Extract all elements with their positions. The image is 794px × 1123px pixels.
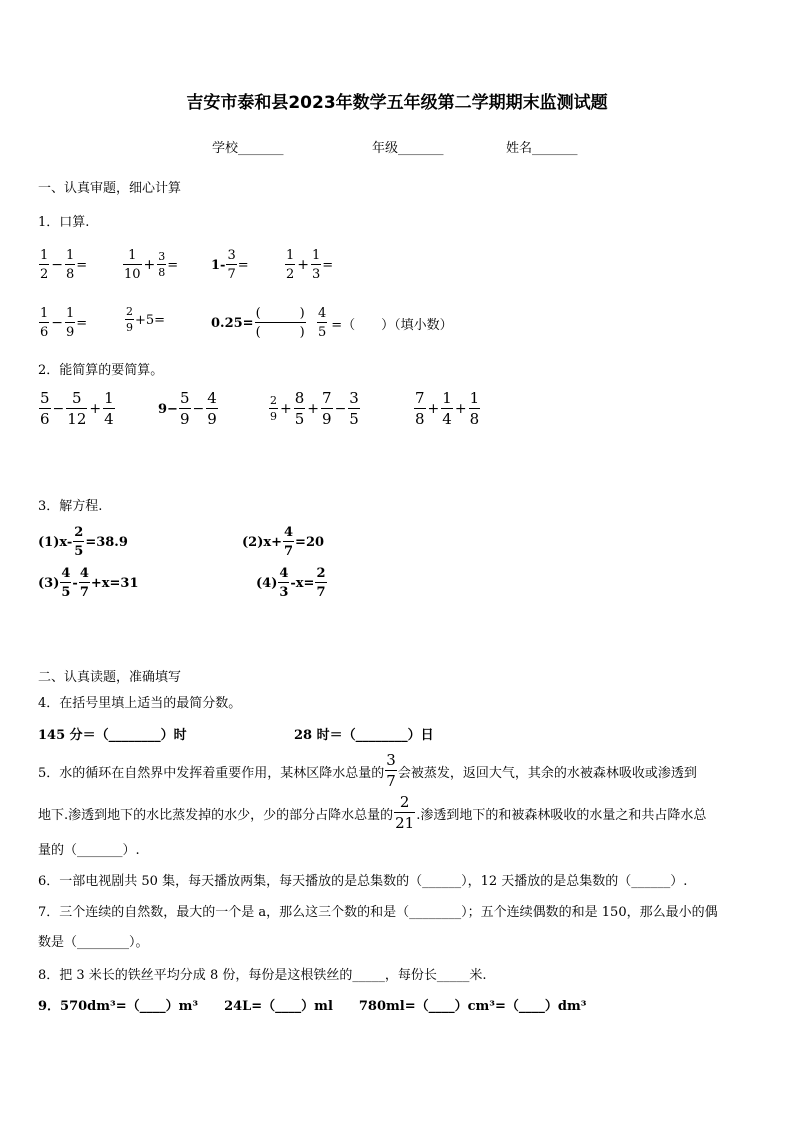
fraction: $\frac{4}{5}$ xyxy=(318,306,327,340)
fraction: $\frac{1}{4}$ xyxy=(104,389,114,428)
q4-a: 145 分＝（________）时 xyxy=(38,728,187,743)
q3-label: 3．解方程. xyxy=(38,499,103,514)
fraction: $\frac{1}{9}$ xyxy=(66,306,75,340)
fraction: $\frac{5}{12}$ xyxy=(67,389,87,428)
fraction: $\frac{2}{21}$ xyxy=(395,793,415,832)
fraction: $\frac{1}{2}$ xyxy=(286,248,295,282)
q8: 8．把 3 米长的铁丝平均分成 8 份，每份是这根铁丝的_____，每份长_____米. xyxy=(38,968,487,983)
page-title: 吉安市泰和县2023年数学五年级第二学期期末监测试题 xyxy=(186,93,608,113)
fraction: $\frac{1}{6}$ xyxy=(40,306,49,340)
q3-eq4: (4) $\frac{4}{3}$ -x= $\frac{2}{7}$ xyxy=(256,566,326,600)
fraction: $\frac{4}{7}$ xyxy=(79,566,89,600)
fraction: $\frac{3}{5}$ xyxy=(349,389,359,428)
fraction: $\frac{4}{7}$ xyxy=(284,525,294,559)
q9: 9．570dm³=（____）m³ 24L=（____）ml 780ml=（____）cm³=（____）dm³ xyxy=(38,999,587,1014)
section1-heading: 一、认真审题，细心计算 xyxy=(38,181,182,196)
q6: 6．一部电视剧共 50 集，每天播放两集，每天播放的是总集数的（______），12 天播放的是总集数的（______）. xyxy=(38,874,688,889)
fraction: $\frac{7}{8}$ xyxy=(415,389,425,428)
fraction: $\frac{1}{4}$ xyxy=(442,389,452,428)
grade-field: 年级_______ xyxy=(372,141,444,156)
name-field: 姓名_______ xyxy=(506,141,578,156)
q2-e2: 9− $\frac{5}{9}$ − $\frac{4}{9}$ xyxy=(158,389,217,428)
fraction: $\frac{4}{9}$ xyxy=(207,389,217,428)
fraction: $\frac{2}{9}$ xyxy=(270,394,277,423)
fraction: $\frac{1}{8}$ xyxy=(469,389,480,428)
q2-e4: $\frac{7}{8}$ + $\frac{1}{4}$ + $\frac{1}{8}$ xyxy=(415,389,480,428)
q2-label: 2．能简算的要简算。 xyxy=(38,363,164,378)
q3-eq3: (3) $\frac{4}{5}$ - $\frac{4}{7}$ +x=31 xyxy=(38,566,139,600)
q4-label: 4．在括号里填上适当的最简分数。 xyxy=(38,696,242,711)
fraction: $\frac{2}{5}$ xyxy=(74,525,84,559)
fraction-blank: $\frac{( )}{( )}$ xyxy=(255,306,305,340)
fraction: $\frac{2}{7}$ xyxy=(316,566,326,600)
fraction: $\frac{1}{2}$ xyxy=(40,248,49,282)
fraction: $\frac{3}{8}$ xyxy=(158,250,166,279)
fraction: $\frac{4}{3}$ xyxy=(279,566,289,600)
q1-r1-e3: 1- $\frac{3}{7}$ = xyxy=(211,248,249,282)
q5-line3: 量的（_______）. xyxy=(38,843,140,858)
section2-heading: 二、认真读题，准确填写 xyxy=(38,670,182,685)
q1-r1-e4: $\frac{1}{2}$ + $\frac{1}{3}$ = xyxy=(286,248,334,282)
q4-b: 28 时＝（________）日 xyxy=(294,728,434,743)
fraction: $\frac{7}{9}$ xyxy=(322,389,332,428)
fraction: $\frac{5}{6}$ xyxy=(40,389,50,428)
fraction: $\frac{3}{7}$ xyxy=(386,751,396,790)
q2-e3: $\frac{2}{9}$ + $\frac{8}{5}$ + $\frac{7}{9}$ − $\frac{3}{5}$ xyxy=(270,389,359,428)
q1-r1-e1: $\frac{1}{2}$ − $\frac{1}{8}$ = xyxy=(40,248,88,282)
q3-eq1: (1)x- $\frac{2}{5}$ =38.9 xyxy=(38,525,128,559)
q1-r2-e1: $\frac{1}{6}$ − $\frac{1}{9}$ = xyxy=(40,306,88,340)
fraction: $\frac{1}{8}$ xyxy=(66,248,75,282)
q3-eq2: (2)x+ $\frac{4}{7}$ =20 xyxy=(242,525,325,559)
fraction: $\frac{8}{5}$ xyxy=(294,389,305,428)
fraction: $\frac{4}{5}$ xyxy=(61,566,71,600)
q1-r2-e3: 0.25= $\frac{( )}{( )}$ xyxy=(211,306,305,340)
q5-line1: 5．水的循环在自然界中发挥着重要作用，某林区降水总量的 $\frac{3}{7}$ 会被蒸发，返回大气，其余的水被森林吸收或渗透到 xyxy=(38,751,697,790)
q1-label: 1．口算. xyxy=(38,215,90,230)
school-field: 学校_______ xyxy=(212,141,284,156)
q1-r2-e2: $\frac{2}{9}$ +5= xyxy=(126,305,166,334)
q1-r1-e2: $\frac{1}{10}$ + $\frac{3}{8}$ = xyxy=(124,248,179,282)
fraction: $\frac{2}{9}$ xyxy=(126,305,133,334)
fraction: $\frac{1}{10}$ xyxy=(124,248,141,282)
q1-r2-e4: $\frac{4}{5}$ =（ ）（填小数） xyxy=(318,306,453,340)
fraction: $\frac{1}{3}$ xyxy=(312,248,321,282)
q2-e1: $\frac{5}{6}$ − $\frac{5}{12}$ + $\frac{1}{4}$ xyxy=(40,389,114,428)
q7-line1: 7．三个连续的自然数，最大的一个是 a，那么这三个数的和是（________）；五个连续偶数的和是 150，那么最小的偶 xyxy=(38,905,718,920)
fraction: $\frac{5}{9}$ xyxy=(179,389,190,428)
fraction: $\frac{3}{7}$ xyxy=(227,248,236,282)
q7-line2: 数是（________）。 xyxy=(38,935,149,950)
q5-line2: 地下.渗透到地下的水比蒸发掉的水少，少的部分占降水总量的 $\frac{2}{21}$ .渗透到地下的和被森林吸收的水量之和共占降水总 xyxy=(38,793,707,832)
